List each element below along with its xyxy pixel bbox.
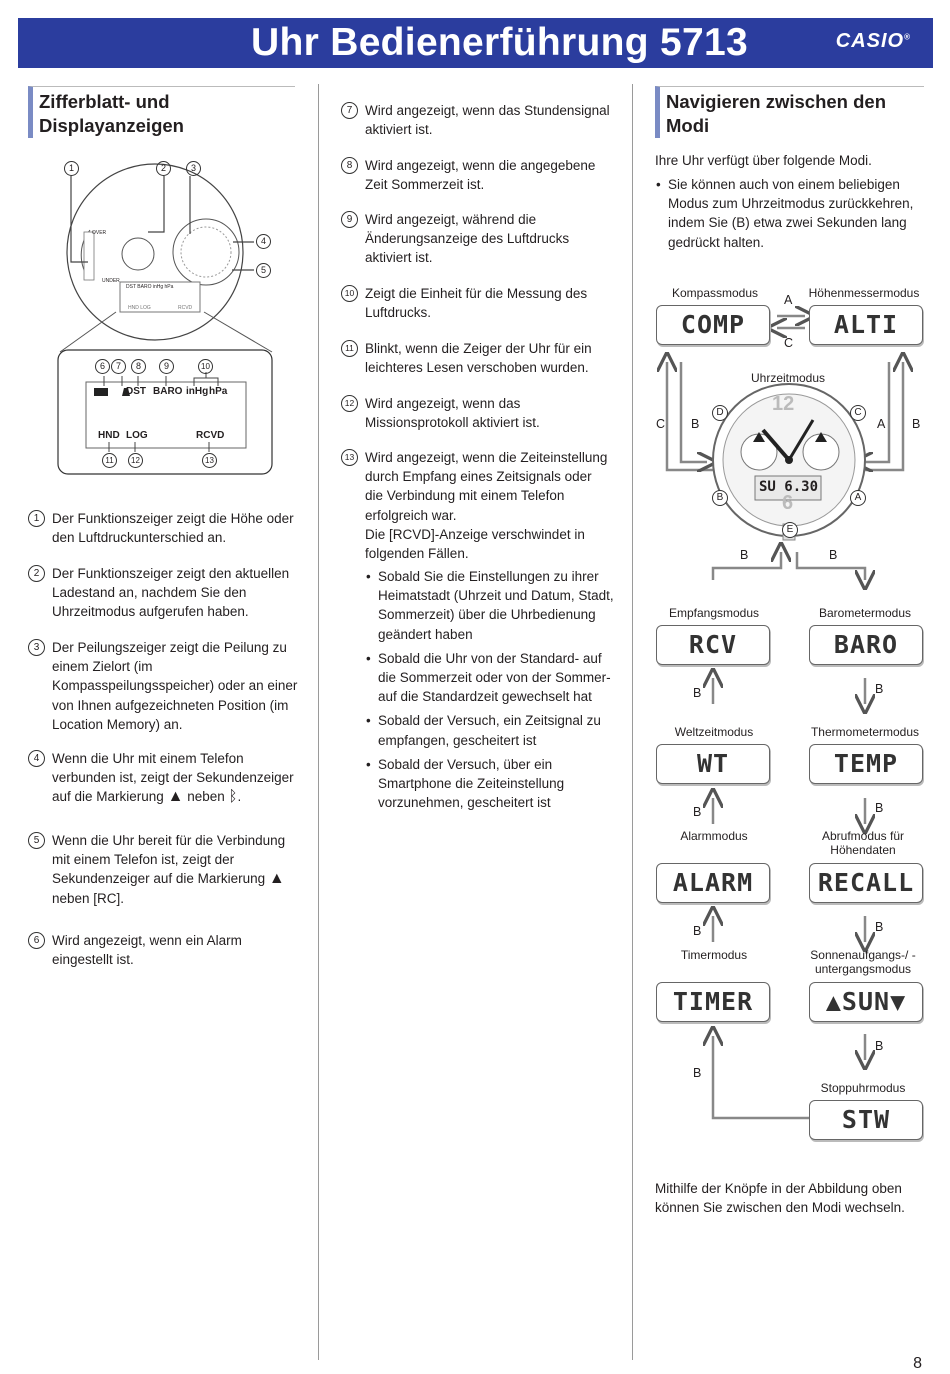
bullet-item: • Sobald Sie die Einstellungen zu ihrer Heimatstadt (Uhrzeit und Datum, Stadt, Sommerzeit) über die Uhrbedienung geändert haben: [365, 567, 615, 644]
dial-over-label: OVER: [92, 230, 107, 236]
bullet-item: • Sobald die Uhr von der Standard- auf die Sommerzeit oder von der Sommer- auf die Standardzeit gewechselt hat: [365, 649, 615, 707]
item-text: Wird angezeigt, wenn das Stundensignal aktiviert ist.: [365, 103, 610, 138]
lcd-log-label: LOG: [126, 430, 148, 441]
callout-10: 10: [198, 359, 213, 374]
item-number: 2: [28, 565, 45, 582]
button-e: E: [782, 522, 798, 538]
watch-twelve: 12: [772, 393, 795, 415]
triangle-icon: ▲: [167, 788, 184, 806]
button-label-b: B: [693, 686, 702, 700]
lcd-inhg-label: inHg: [186, 386, 209, 397]
section-heading-modes: Navigieren zwischen den Modi: [655, 86, 924, 138]
button-d: D: [712, 405, 728, 421]
callout-4: 4: [256, 234, 271, 249]
lcd-wt: WT: [656, 744, 770, 784]
button-label-b: B: [875, 682, 884, 696]
modes-outro: Mithilfe der Knöpfe in der Abbildung oben können Sie zwischen den Modi wechseln.: [655, 1181, 905, 1216]
item-text-b: neben: [187, 789, 225, 805]
lcd-baro: BARO: [809, 625, 923, 665]
callout-6: 6: [95, 359, 110, 374]
item-number: 9: [341, 211, 358, 228]
mode-label-timer: Timermodus: [680, 948, 748, 962]
mode-label-alti: Höhenmessermodus: [808, 286, 920, 300]
list-item: [341, 284, 613, 322]
watch-six: 6: [782, 492, 794, 514]
button-label-b: B: [693, 805, 702, 819]
item-text: Der Funktionszeiger zeigt den aktuellen Ladestand an, nachdem Sie den Uhrzeitmodus aufgerufen haben.: [52, 566, 290, 620]
lcd-compass: COMP: [656, 305, 770, 345]
bullet-item: • Sobald der Versuch, über ein Smartphone die Zeiteinstellung vorzunehmen, gescheitert ist: [365, 755, 615, 813]
mode-label-time: Uhrzeitmodus: [750, 371, 826, 385]
item-number: 8: [341, 157, 358, 174]
button-label-b-split-right: B: [829, 548, 838, 562]
mode-label-rcv: Empfangsmodus: [668, 606, 760, 620]
callout-8: 8: [131, 359, 146, 374]
page-title: Uhr Bedienerführung 5713: [251, 21, 748, 64]
column-divider-2: [632, 84, 633, 1360]
lcd-hpa-label: hPa: [209, 386, 228, 397]
callout-12: 12: [128, 453, 143, 468]
list-item: [341, 101, 613, 139]
lcd-rcv: RCV: [656, 625, 770, 665]
callout-9: 9: [159, 359, 174, 374]
list-item: [28, 749, 300, 807]
callout-3: 3: [186, 161, 201, 176]
bluetooth-icon: ᛒ: [228, 788, 238, 806]
watch-lcd-time: SU 6.30: [759, 479, 819, 495]
button-label-b: B: [875, 920, 884, 934]
button-label-b: B: [875, 801, 884, 815]
lcd-timer: TIMER: [656, 982, 770, 1022]
diagram-labels: [28, 150, 298, 480]
item-text: Wird angezeigt, während die Änderungsanzeige des Luftdrucks aktiviert ist.: [365, 212, 570, 266]
list-item: [28, 564, 300, 622]
item-text: Blinkt, wenn die Zeiger der Uhr für ein leichteres Lesen verschoben wurden.: [365, 341, 592, 376]
list-item: [341, 210, 613, 268]
section-heading-display: Zifferblatt- und Displayanzeigen: [28, 86, 295, 138]
callout-13: 13: [202, 453, 217, 468]
small-lcd-labels-bottom-left: HND LOG: [128, 305, 151, 311]
item-text: Wird angezeigt, wenn ein Alarm eingestellt ist.: [52, 933, 242, 968]
mode-label-stw: Stoppuhrmodus: [820, 1081, 906, 1095]
lcd-recall: RECALL: [809, 863, 923, 903]
bullet-item: • Sobald der Versuch, ein Zeitsignal zu empfangen, gescheitert ist: [365, 711, 615, 749]
list-item: [28, 638, 300, 734]
item-text-2: Die [RCVD]-Anzeige verschwindet in folgenden Fällen.: [365, 526, 585, 562]
small-lcd-labels: DST BARO inHg hPa: [126, 284, 174, 290]
lcd-rcvd-label: RCVD: [196, 430, 225, 441]
lcd-stw: STW: [809, 1100, 923, 1140]
button-label-b-split-left: B: [740, 548, 749, 562]
column-divider-1: [318, 84, 319, 1360]
callout-5: 5: [256, 263, 271, 278]
button-label-b-right: B: [912, 417, 921, 431]
item-text: Zeigt die Einheit für die Messung des Luftdrucks.: [365, 286, 588, 321]
button-label-a-right: A: [877, 417, 886, 431]
small-lcd-labels-bottom-right: RCVD: [178, 305, 193, 311]
item-number: 6: [28, 932, 45, 949]
item-number: 10: [341, 285, 358, 302]
page-header: [18, 18, 933, 68]
button-label-b: B: [693, 1066, 702, 1080]
list-item: [28, 831, 300, 908]
lcd-dst-label: DST: [126, 386, 146, 397]
lcd-alarm: ALARM: [656, 863, 770, 903]
button-label-b: B: [875, 1039, 884, 1053]
item-text-b: neben [RC].: [52, 890, 125, 906]
item-text: Der Funktionszeiger zeigt die Höhe oder den Luftdruckunterschied an.: [52, 511, 294, 546]
lcd-alti: ALTI: [809, 305, 923, 345]
mode-label-compass: Kompassmodus: [671, 286, 759, 300]
item-text: Wenn die Uhr bereit für die Verbindung mit einem Telefon ist, zeigt der Sekundenzeiger auf die Markierung: [52, 833, 286, 887]
button-b: B: [712, 490, 728, 506]
item-number: 4: [28, 750, 45, 767]
item-text-c: .: [237, 789, 242, 805]
lcd-temp: TEMP: [809, 744, 923, 784]
mode-label-sun: Sonnenaufgangs-/ -untergangsmodus: [810, 948, 916, 976]
button-c: C: [850, 405, 866, 421]
triangle-icon: ▲: [268, 870, 285, 888]
brand-text: CASIO: [835, 30, 905, 52]
callout-2: 2: [156, 161, 171, 176]
list-item: [28, 931, 300, 969]
list-item: [28, 509, 300, 547]
button-label-b-left: B: [691, 417, 700, 431]
mode-label-recall: Abrufmodus für Höhendaten: [821, 829, 905, 857]
modes-intro: Ihre Uhr verfügt über folgende Modi.: [655, 153, 872, 168]
item-number: 7: [341, 102, 358, 119]
lcd-baro-label: BARO: [153, 386, 183, 397]
list-item: [341, 156, 613, 194]
list-item: [341, 448, 613, 563]
button-label-a: A: [784, 293, 793, 307]
item-number: 1: [28, 510, 45, 527]
lcd-hnd-label: HND: [98, 430, 120, 441]
item-number: 13: [341, 449, 358, 466]
item-text: Der Peilungszeiger zeigt die Peilung zu einem Zielort (im Kompasspeilungsspeicher) oder an einer von Ihnen aufgezeichneten Position (im Location Memory) an.: [52, 640, 298, 732]
mode-label-baro: Barometermodus: [818, 606, 912, 620]
button-label-b: B: [693, 924, 702, 938]
item-text: Wird angezeigt, wenn die Zeiteinstellung durch Empfang eines Zeitsignals oder die Verbindung mit einem Telefon erfolgreich war.: [365, 450, 608, 523]
callout-11: 11: [102, 453, 117, 468]
item-number: 5: [28, 832, 45, 849]
item-number: 11: [341, 340, 358, 357]
list-item: [341, 339, 613, 377]
button-a: A: [850, 490, 866, 506]
modes-bullet: • Sie können auch von einem beliebigen Modus zum Uhrzeitmodus zurückkehren, indem Sie (B) etwa zwei Sekunden lang gedrückt halten.: [655, 175, 925, 252]
callout-7: 7: [111, 359, 126, 374]
dial-under-label: UNDER: [102, 278, 120, 284]
item-number: 12: [341, 395, 358, 412]
item-text: Wenn die Uhr mit einem Telefon verbunden ist, zeigt der Sekundenzeiger auf die Markierung: [52, 751, 294, 805]
button-label-c: C: [784, 336, 794, 350]
list-item: [341, 394, 613, 432]
item-number: 3: [28, 639, 45, 656]
casio-logo: CASIO®: [835, 30, 911, 52]
mode-label-wt: Weltzeitmodus: [674, 725, 754, 739]
mode-label-alarm: Alarmmodus: [680, 829, 748, 843]
page-number: 8: [913, 1355, 922, 1372]
item-text: Wird angezeigt, wenn die angegebene Zeit Sommerzeit ist.: [365, 158, 596, 193]
lcd-sun: ▲SUN▼: [809, 982, 923, 1022]
mode-label-temp: Thermometermodus: [810, 725, 920, 739]
callout-1: 1: [64, 161, 79, 176]
button-label-c-left: C: [656, 417, 666, 431]
bullet-list: [365, 567, 615, 812]
item-text: Wird angezeigt, wenn das Missionsprotokoll aktiviert ist.: [365, 396, 540, 431]
